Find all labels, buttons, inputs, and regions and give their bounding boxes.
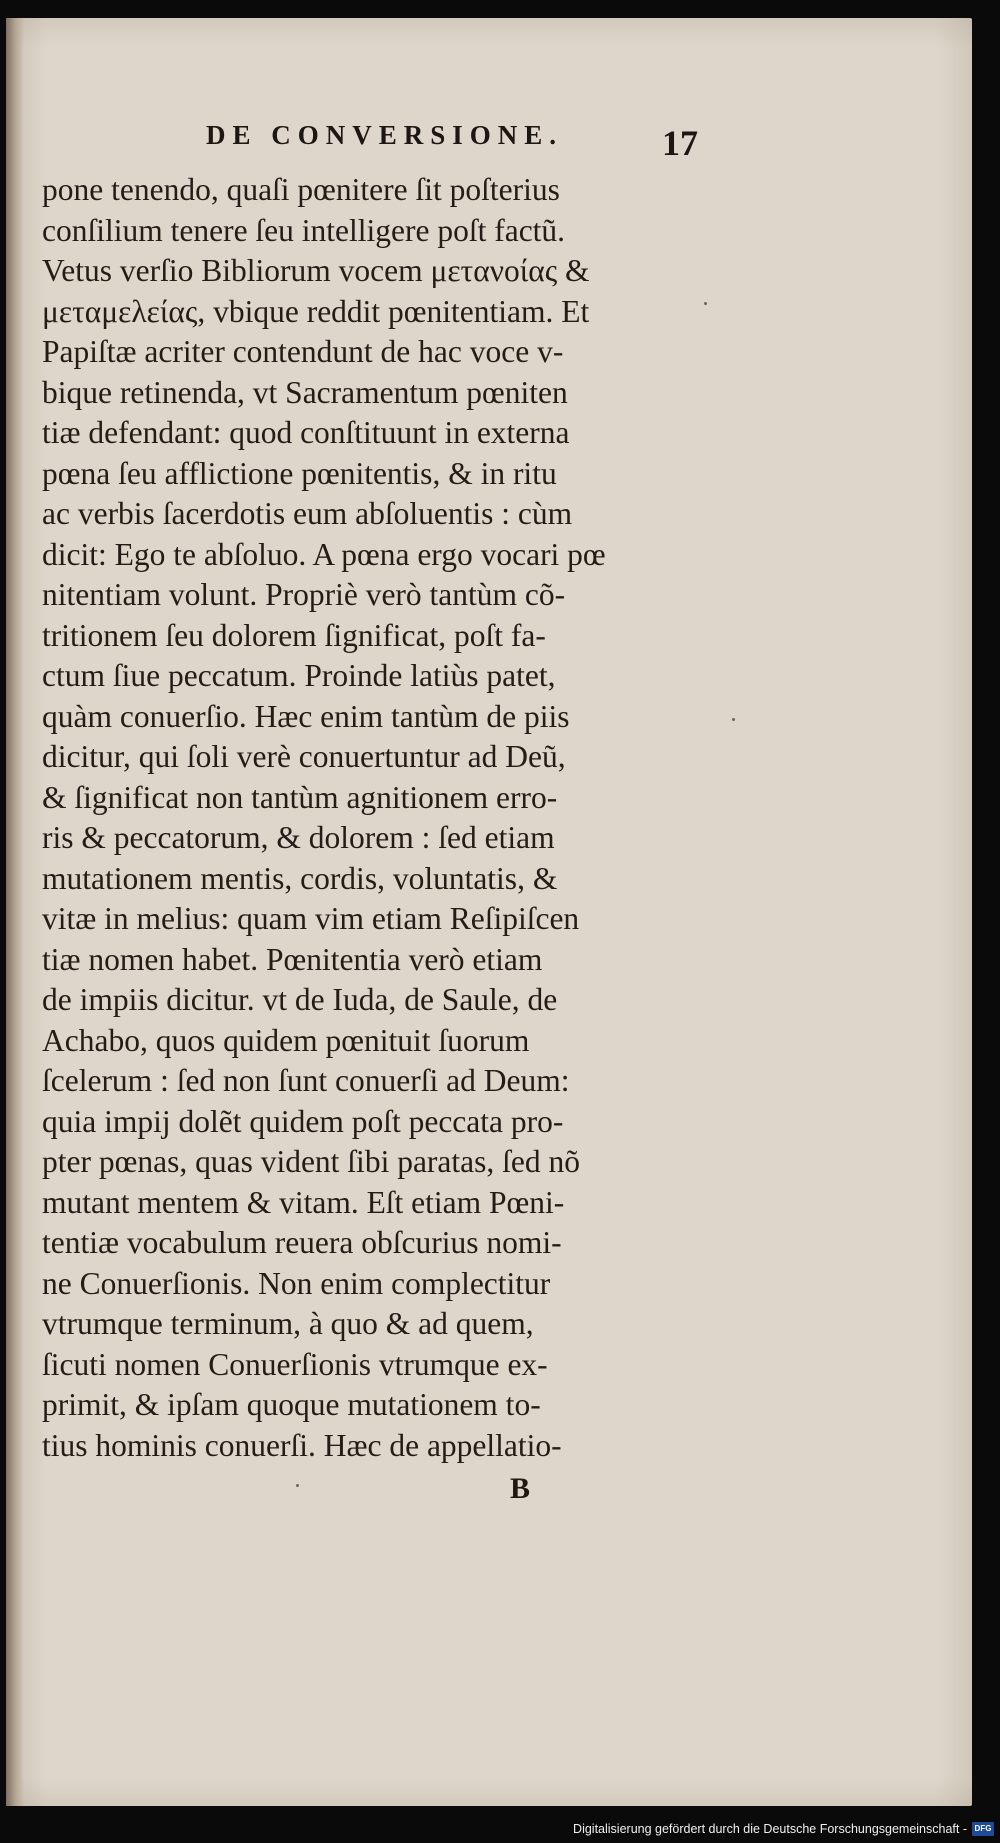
text-line: mutant mentem & vitam. Eſt etiam Pœni- <box>42 1184 565 1220</box>
text-line: tius hominis conuerſi. Hæc de appellatio- <box>42 1427 562 1463</box>
digitization-credit <box>573 1822 994 1836</box>
text-line: nitentiam volunt. Propriè verò tantùm cõ- <box>42 577 566 612</box>
text-line: ne Conuerſionis. Non enim complectitur <box>42 1265 551 1301</box>
book-page <box>6 18 972 1806</box>
credit-text: Digitalisierung gefördert durch die Deutsche Forschungsgemeinschaft - <box>573 1822 967 1836</box>
text-line: pœna ſeu afflictione pœnitentis, & in ritu <box>42 455 557 491</box>
signature-mark: B <box>510 1472 531 1505</box>
text-line: ctum ſiue peccatum. Proinde latiùs patet, <box>42 658 556 693</box>
text-line: tentiæ vocabulum reuera obſcurius nomi- <box>42 1225 562 1260</box>
paper-speck <box>732 718 735 721</box>
text-line: tiæ nomen habet. Pœnitentia verò etiam <box>42 941 543 977</box>
running-head: DE CONVERSIONE. <box>206 120 564 150</box>
paper-speck <box>704 302 707 305</box>
dfg-logo-icon: DFG <box>972 1822 994 1836</box>
text-line: quàm conuerſio. Hæc enim tantùm de piis <box>42 698 570 734</box>
text-line: mutationem mentis, cordis, voluntatis, & <box>42 860 558 896</box>
page-number: 17 <box>662 123 698 163</box>
text-line: pter pœnas, quas vident ſibi paratas, ſed nõ <box>42 1144 580 1179</box>
text-line: de impiis dicitur. vt de Iuda, de Saule, de <box>42 982 558 1017</box>
page-gutter-shadow <box>6 18 24 1806</box>
text-line: tiæ defendant: quod conſtituunt in externa <box>42 415 570 450</box>
text-line: ſicuti nomen Conuerſionis vtrumque ex- <box>42 1346 548 1382</box>
text-line: & ſignificat non tantùm agnitionem erro- <box>42 779 558 815</box>
text-line: conſilium tenere ſeu intelligere poſt factũ. <box>42 212 566 248</box>
paper-speck <box>296 1484 299 1487</box>
text-line: Papiſtæ acriter contendunt de hac voce v- <box>42 334 564 369</box>
body-text <box>42 170 702 1466</box>
text-line: bique retinenda, vt Sacramentum pœniten <box>42 374 568 410</box>
text-line: ſcelerum : ſed non ſunt conuerſi ad Deum: <box>42 1063 570 1098</box>
text-line: μεταμελείας, vbique reddit pœnitentiam. Et <box>42 293 590 329</box>
text-line: tritionem ſeu dolorem ſignificat, poſt fa- <box>42 617 546 653</box>
text-line: quia impij dolẽt quidem poſt peccata pro- <box>42 1103 564 1139</box>
text-line: dicitur, qui ſoli verè conuertuntur ad Deũ, <box>42 739 566 774</box>
text-line: Vetus verſio Bibliorum vocem μετανοίας & <box>42 253 590 288</box>
text-line: ac verbis ſacerdotis eum abſoluentis : cùm <box>42 496 573 531</box>
text-line: ris & peccatorum, & dolorem : ſed etiam <box>42 820 555 855</box>
text-line: Achabo, quos quidem pœnituit ſuorum <box>42 1022 530 1058</box>
text-line: primit, & ipſam quoque mutationem to- <box>42 1387 541 1422</box>
text-line: vitæ in melius: quam vim etiam Reſipiſcen <box>42 901 580 936</box>
text-line: pone tenendo, quaſi pœnitere ſit poſterius <box>42 172 560 207</box>
text-line: dicit: Ego te abſoluo. A pœna ergo vocari pœ <box>42 536 606 572</box>
text-line: vtrumque terminum, à quo & ad quem, <box>42 1306 534 1341</box>
